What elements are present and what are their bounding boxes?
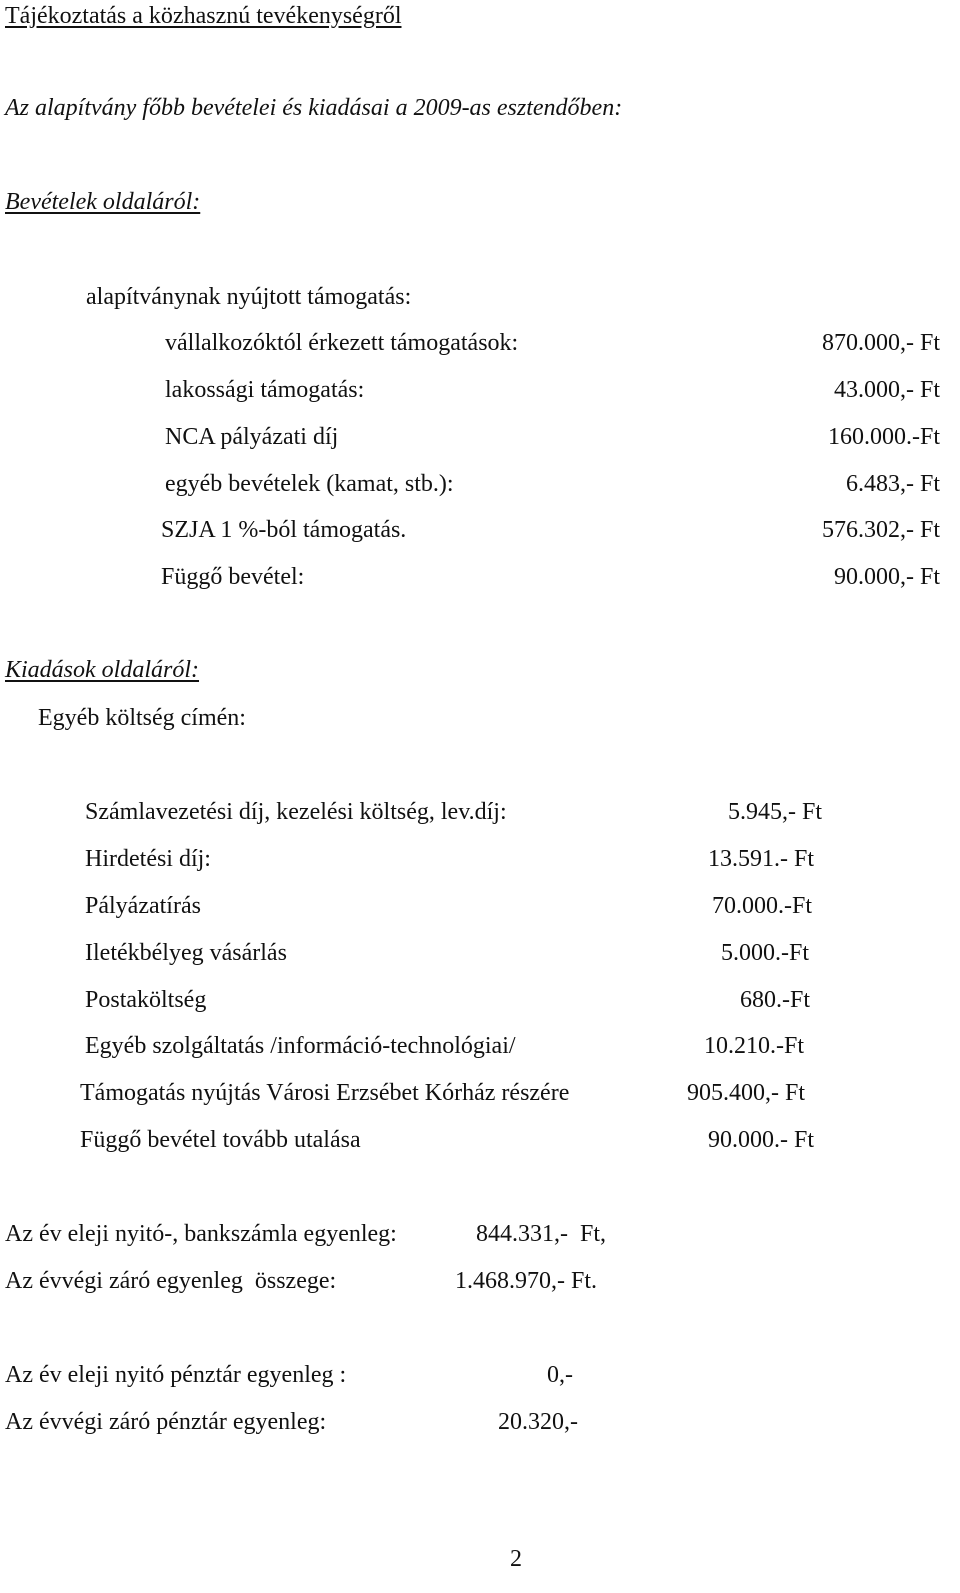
cash-opening-amount: 0,- [547,1362,573,1388]
income-item-label: NCA pályázati díj [165,424,339,450]
expense-item-amount: 90.000.- Ft [708,1127,815,1153]
expense-item-label: Támogatás nyújtás Városi Erzsébet Kórház részére [80,1080,570,1106]
bank-closing-label: Az évvégi záró egyenleg összege: [5,1268,337,1294]
expense-item-label: Iletékbélyeg vásárlás [85,940,287,966]
income-item-label: vállalkozóktól érkezett támogatások: [165,330,519,356]
income-item-amount: 870.000,- Ft [821,330,940,356]
document-subtitle: Az alapítvány főbb bevételei és kiadásai a 2009-as esztendőben: [5,95,623,121]
income-heading: Bevételek oldaláról: [5,189,201,215]
expense-item-label: Pályázatírás [85,893,201,919]
expense-item-amount: 905.400,- Ft [687,1080,806,1106]
expense-item-amount: 5.000.-Ft [721,940,810,966]
expense-item-label: Hirdetési díj: [85,846,211,872]
income-item-amount: 160.000.-Ft [827,424,940,450]
expenses-group-label: Egyéb költség címén: [38,705,246,731]
expense-item-amount: 70.000.-Ft [712,893,813,919]
income-item-amount: 6.483,- Ft [845,471,940,497]
expense-item-amount: 10.210.-Ft [704,1033,805,1059]
expense-item-amount: 5.945,- Ft [728,799,823,825]
income-item-amount: 43.000,- Ft [833,377,940,403]
bank-opening-amount: 844.331,- Ft, [476,1221,607,1247]
income-item-label: SZJA 1 %-ból támogatás. [161,517,407,543]
expenses-heading: Kiadások oldaláról: [5,657,200,683]
expense-item-label: Számlavezetési díj, kezelési költség, lev.díj: [85,799,507,825]
income-item-amount: 576.302,- Ft [821,517,940,543]
bank-opening-label: Az év eleji nyitó-, bankszámla egyenleg: [5,1221,397,1247]
expense-item-label: Postaköltség [85,987,207,1013]
income-item-label: egyéb bevételek (kamat, stb.): [165,471,454,497]
document-title: Tájékoztatás a közhasznú tevékenységről [5,3,402,29]
income-group-label: alapítványnak nyújtott támogatás: [86,284,412,310]
cash-closing-label: Az évvégi záró pénztár egyenleg: [5,1409,327,1435]
income-item-amount: 90.000,- Ft [833,564,940,590]
expense-item-label: Egyéb szolgáltatás /információ-technológiai/ [85,1033,516,1059]
bank-closing-amount: 1.468.970,- Ft. [455,1268,598,1294]
expense-item-label: Függő bevétel tovább utalása [80,1127,361,1153]
income-item-label: Függő bevétel: [161,564,305,590]
expense-item-amount: 680.-Ft [740,987,811,1013]
cash-opening-label: Az év eleji nyitó pénztár egyenleg : [5,1362,347,1388]
page-number: 2 [510,1546,522,1572]
cash-closing-amount: 20.320,- [498,1409,578,1435]
expense-item-amount: 13.591.- Ft [708,846,815,872]
income-item-label: lakossági támogatás: [165,377,365,403]
